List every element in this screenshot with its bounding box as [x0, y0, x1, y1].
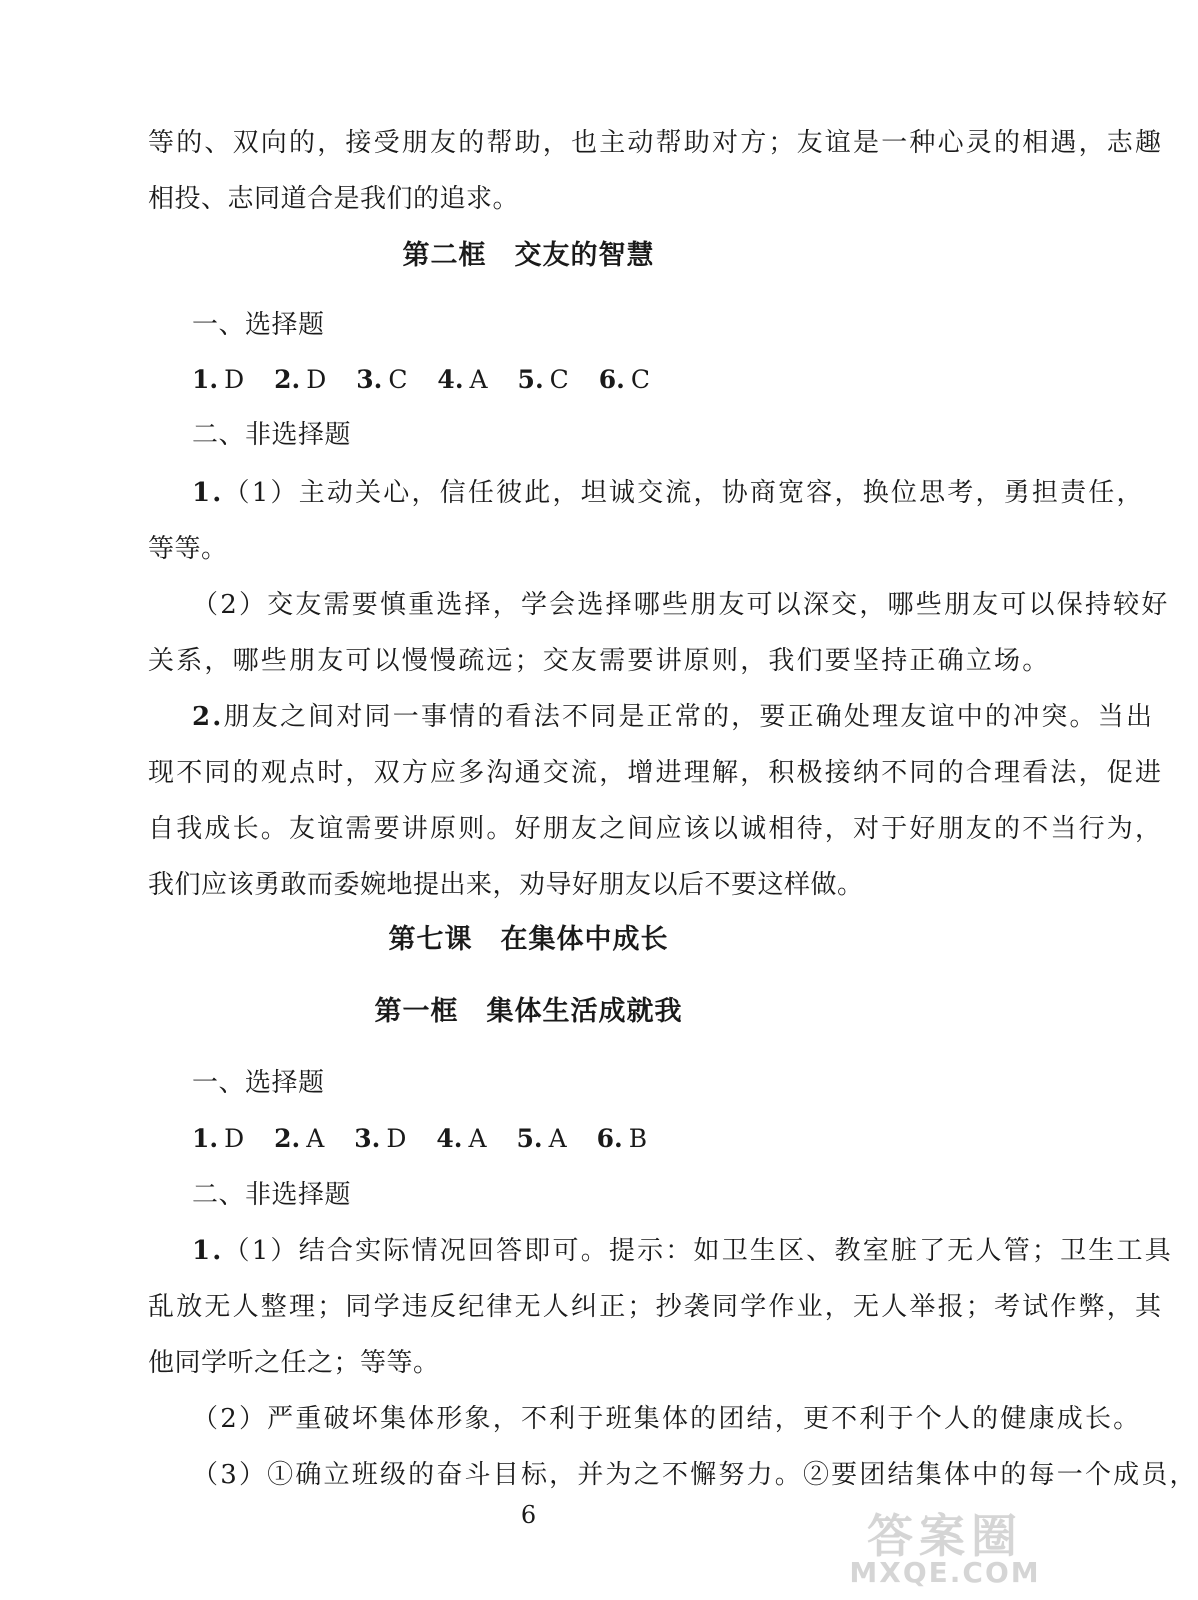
paragraph-line: 自我成长。友谊需要讲原则。好朋友之间应该以诚相待，对于好朋友的不当行为，: [148, 814, 1164, 844]
paragraph-line: 等等。: [148, 534, 228, 564]
answer-item: 4. A: [436, 1124, 487, 1153]
section-title-number: 第二框: [402, 240, 487, 271]
answer-list: [192, 1124, 669, 1154]
answer-item: 2. A: [274, 1124, 325, 1153]
mc-heading: 一、选择题: [192, 310, 325, 340]
answer-item: 1. D: [192, 365, 245, 394]
page-number: 6: [520, 1501, 537, 1529]
answer-item: 6. C: [598, 365, 650, 394]
nonmc-heading: 二、非选择题: [192, 1180, 352, 1210]
answer-list: [192, 365, 672, 395]
section-title: [0, 240, 1057, 272]
nonmc-heading: 二、非选择题: [192, 420, 352, 450]
paragraph-line: 他同学听之任之；等等。: [148, 1348, 440, 1378]
paragraph-line: 相投、志同道合是我们的追求。: [148, 184, 520, 214]
watermark-url: MXQE.COM: [849, 1556, 1041, 1589]
answer-item: 3. C: [356, 365, 408, 394]
paragraph-line: 乱放无人整理；同学违反纪律无人纠正；抄袭同学作业，无人举报；考试作弊，其: [148, 1292, 1164, 1322]
answer-item: 4. A: [437, 365, 488, 394]
paragraph-line: 等的、双向的，接受朋友的帮助，也主动帮助对方；友谊是一种心灵的相遇，志趣: [148, 128, 1164, 158]
lesson-title: [0, 924, 1057, 956]
mc-heading: 一、选择题: [192, 1068, 325, 1098]
paragraph-line: 2.朋友之间对同一事情的看法不同是正常的，要正确处理友谊中的冲突。当出: [192, 702, 1155, 732]
section-title-text: 集体生活成就我: [486, 996, 683, 1027]
section-title-text: 交友的智慧: [514, 240, 655, 271]
answer-item: 6. B: [596, 1124, 648, 1153]
question-number: 1.: [192, 1236, 224, 1266]
paragraph-line: 1.（1）主动关心，信任彼此，坦诚交流，协商宽容，换位思考，勇担责任，: [192, 478, 1145, 508]
paragraph-line: 1.（1）结合实际情况回答即可。提示：如卫生区、教室脏了无人管；卫生工具: [192, 1236, 1173, 1266]
answer-item: 2. D: [274, 365, 327, 394]
lesson-title-text: 在集体中成长: [500, 924, 669, 955]
paragraph-line: 现不同的观点时，双方应多沟通交流，增进理解，积极接纳不同的合理看法，促进: [148, 758, 1164, 788]
section-title: [0, 996, 1057, 1028]
answer-item: 3. D: [354, 1124, 407, 1153]
paragraph-line: 关系，哪些朋友可以慢慢疏远；交友需要讲原则，我们要坚持正确立场。: [148, 646, 1051, 676]
paragraph-line: （3）①确立班级的奋斗目标，并为之不懈努力。②要团结集体中的每一个成员，: [192, 1460, 1198, 1490]
lesson-title-number: 第七课: [388, 924, 473, 955]
answer-item: 5. A: [516, 1124, 567, 1153]
paragraph-line: （2）交友需要慎重选择，学会选择哪些朋友可以深交，哪些朋友可以保持较好: [192, 590, 1170, 620]
answer-item: 5. C: [517, 365, 569, 394]
question-number: 1.: [192, 478, 224, 508]
answer-item: 1. D: [192, 1124, 245, 1153]
paragraph-line: 我们应该勇敢而委婉地提出来，劝导好朋友以后不要这样做。: [148, 870, 864, 900]
paragraph-line: （2）严重破坏集体形象，不利于班集体的团结，更不利于个人的健康成长。: [192, 1404, 1142, 1434]
section-title-number: 第一框: [374, 996, 459, 1027]
watermark-title: 答案圈: [867, 1509, 1023, 1563]
watermark-logo: [838, 1500, 1052, 1596]
question-number: 2.: [192, 702, 224, 732]
